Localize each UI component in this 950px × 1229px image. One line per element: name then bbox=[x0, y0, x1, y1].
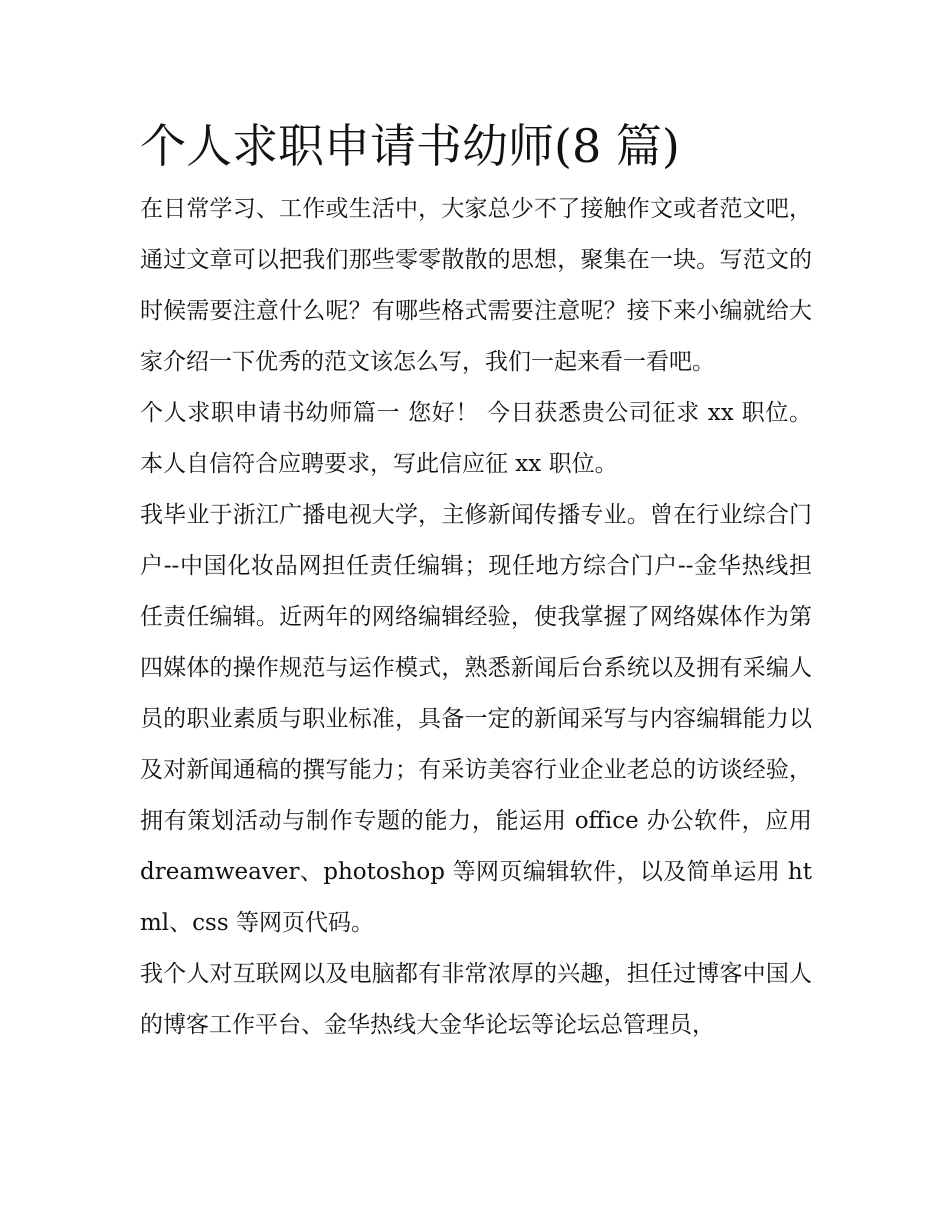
letter-opening-paragraph: 个人求职申请书幼师篇一 您好！ 今日获悉贵公司征求 xx 职位。本人自信符合应聘要求，写此信应征 xx 职位。 bbox=[140, 400, 812, 477]
document-page bbox=[140, 108, 812, 1051]
experience-paragraph: 我毕业于浙江广播电视大学，主修新闻传播专业。曾在行业综合门户--中国化妆品网担任责任编辑；现任地方综合门户--金华热线担任责任编辑。近两年的网络编辑经验，使我掌握了网络媒体作为第四媒体的操作规范与运作模式，熟悉新闻后台系统以及拥有采编人员的职业素质与职业标准，具备一定的新闻采写与内容编辑能力以及对新闻通稿的撰写能力；有采访美容行业企业老总的访谈经验，拥有策划活动与制作专题的能力，能运用 office 办公软件，应用 dreamweaver、photoshop 等网页编辑软件，以及简单运用 html、css 等网页代码。 bbox=[140, 502, 812, 936]
document-title: 个人求职申请书幼师(8 篇) bbox=[140, 119, 680, 173]
interest-paragraph: 我个人对互联网以及电脑都有非常浓厚的兴趣，担任过博客中国人的博客工作平台、金华热线大金华论坛等论坛总管理员， bbox=[140, 961, 812, 1038]
intro-paragraph: 在日常学习、工作或生活中，大家总少不了接触作文或者范文吧，通过文章可以把我们那些零零散散的思想，聚集在一块。写范文的时候需要注意什么呢？有哪些格式需要注意呢？接下来小编就给大家介绍一下优秀的范文该怎么写，我们一起来看一看吧。 bbox=[140, 196, 812, 375]
